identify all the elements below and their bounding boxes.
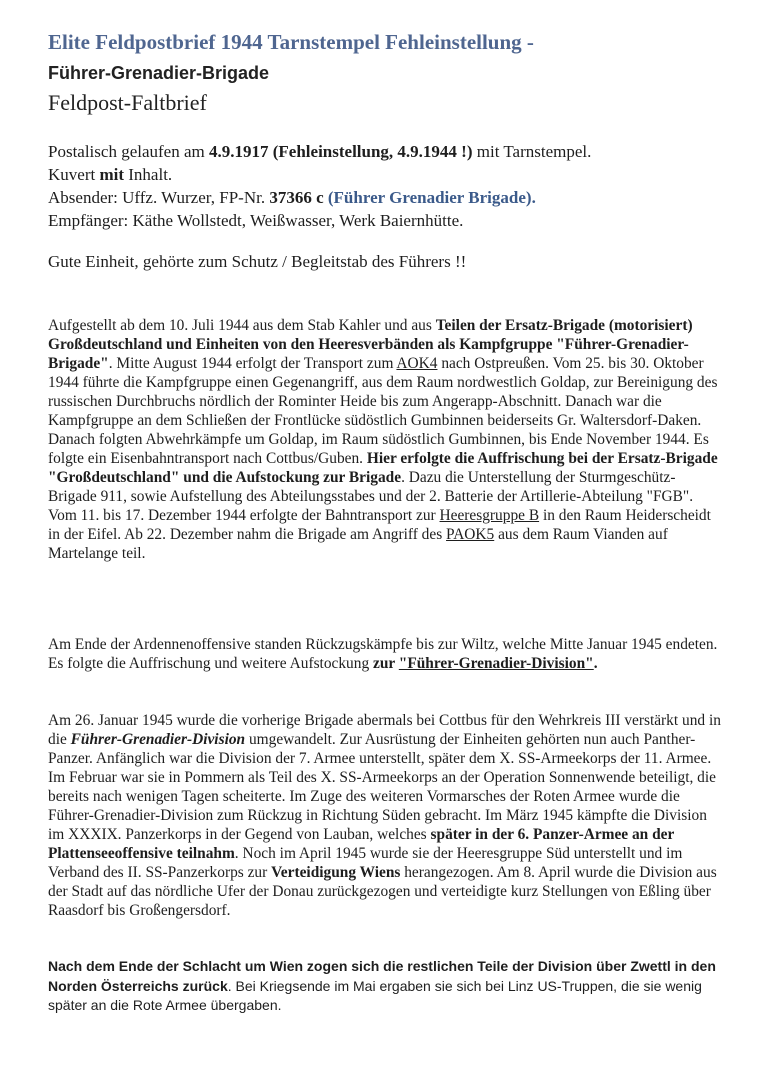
envelope-line: Kuvert mit Inhalt.	[48, 165, 173, 184]
document-subtitle: Führer-Grenadier-Brigade	[48, 63, 270, 83]
document-type: Feldpost-Faltbrief	[48, 90, 207, 115]
document-title: Elite Feldpostbrief 1944 Tarnstempel Fehleinstellung -	[48, 30, 534, 54]
history-paragraph-1: Aufgestellt ab dem 10. Juli 1944 aus dem Stab Kahler und aus Teilen der Ersatz-Brigade (motorisiert) Großdeutschland und Einheiten von den Heeresverbänden als Kampfgruppe "Führer-Grenadier-Brigade". Mitte August 1944 erfolgt der Transport zum AOK4 nach Ostpreußen. Vom 25. bis 30. Oktober 1944 führte die Kampfgruppe einen Gegenangriff, aus dem Raum nordwestlich Goldap, zur Bereinigung des russischen Durchbruchs nördlich der Rominter Heide bis zum Angerapp-Abschnitt. Danach war die Kampfgruppe an dem Schließen der Frontlücke südöstlich Gumbinnen beiderseits Gr. Waltersdorf-Daken. Danach folgten Abwehrkämpfe um Goldap, im Raum südöstlich Gumbinnen, bis Ende November 1944. Es folgte ein Eisenbahntransport nach Cottbus/Guben. Hier erfolgte die Auffrischung bei der Ersatz-Brigade "Großdeutschland" und die Aufstockung zur Brigade. Dazu die Unterstellung der Sturmgeschütz-Brigade 911, sowie Aufstellung des Abteilungsstabes und der 2. Batterie der Artillerie-Abteilung "FGB". Vom 11. bis 17. Dezember 1944 erfolgte der Bahntransport zur Heeresgruppe B in den Raum Heiderscheidt in der Eifel. Ab 22. Dezember nahm die Brigade am Angriff des PAOK5 aus dem Raum Vianden auf Martelange teil.	[48, 317, 718, 562]
history-paragraph-4: Nach dem Ende der Schlacht um Wien zogen sich die restlichen Teile der Division über Zwettl in den Norden Österreichs zurück. Bei Kriegsende im Mai ergaben sie sich bei Linz US-Truppen, die sie wenig später an die Rote Armee übergaben.	[48, 958, 716, 1013]
history-paragraph-2: Am Ende der Ardennenoffensive standen Rückzugskämpfe bis zur Wiltz, welche Mitte Januar 1945 endeten. Es folgte die Auffrischung und weitere Aufstockung zur "Führer-Grenadier-Division".	[48, 636, 718, 672]
postal-info	[48, 140, 738, 232]
unit-note: Gute Einheit, gehörte zum Schutz / Begleitstab des Führers !!	[48, 252, 467, 271]
history-paragraph-3: Am 26. Januar 1945 wurde die vorherige Brigade abermals bei Cottbus für den Wehrkreis III verstärkt und in die Führer-Grenadier-Division umgewandelt. Zur Ausrüstung der Einheiten gehörten nun auch Panther-Panzer. Anfänglich war die Division der 7. Armee unterstellt, später dem X. SS-Armeekorps der 11. Armee. Im Februar war sie in Pommern als Teil des X. SS-Armeekorps an der Operation Sonnenwende beteiligt, die bereits nach wenigen Tagen scheiterte. Im Zuge des weiteren Vormarsches der Roten Armee wurde die Führer-Grenadier-Division zum Rückzug in Richtung Süden gebracht. Im März 1945 kämpfte die Division im XXXIX. Panzerkorps in der Gegend von Lauban, welches später in der 6. Panzer-Armee an der Plattenseeoffensive teilnahm. Noch im April 1945 wurde sie der Heeresgruppe Süd unterstellt und im Verband des II. SS-Panzerkorps zur Verteidigung Wiens herangezogen. Am 8. April wurde die Division aus der Stadt auf das nördliche Ufer der Donau zurückgezogen und verteidigte kurz Stellungen von Eßling über Raasdorf bis Großengersdorf.	[48, 712, 721, 919]
postal-line: Postalisch gelaufen am 4.9.1917 (Fehleinstellung, 4.9.1944 !) mit Tarnstempel.	[48, 142, 592, 161]
sender-line: Absender: Uffz. Wurzer, FP-Nr. 37366 c (Führer Grenadier Brigade).	[48, 188, 536, 207]
recipient-line: Empfänger: Käthe Wollstedt, Weißwasser, Werk Baiernhütte.	[48, 211, 464, 230]
